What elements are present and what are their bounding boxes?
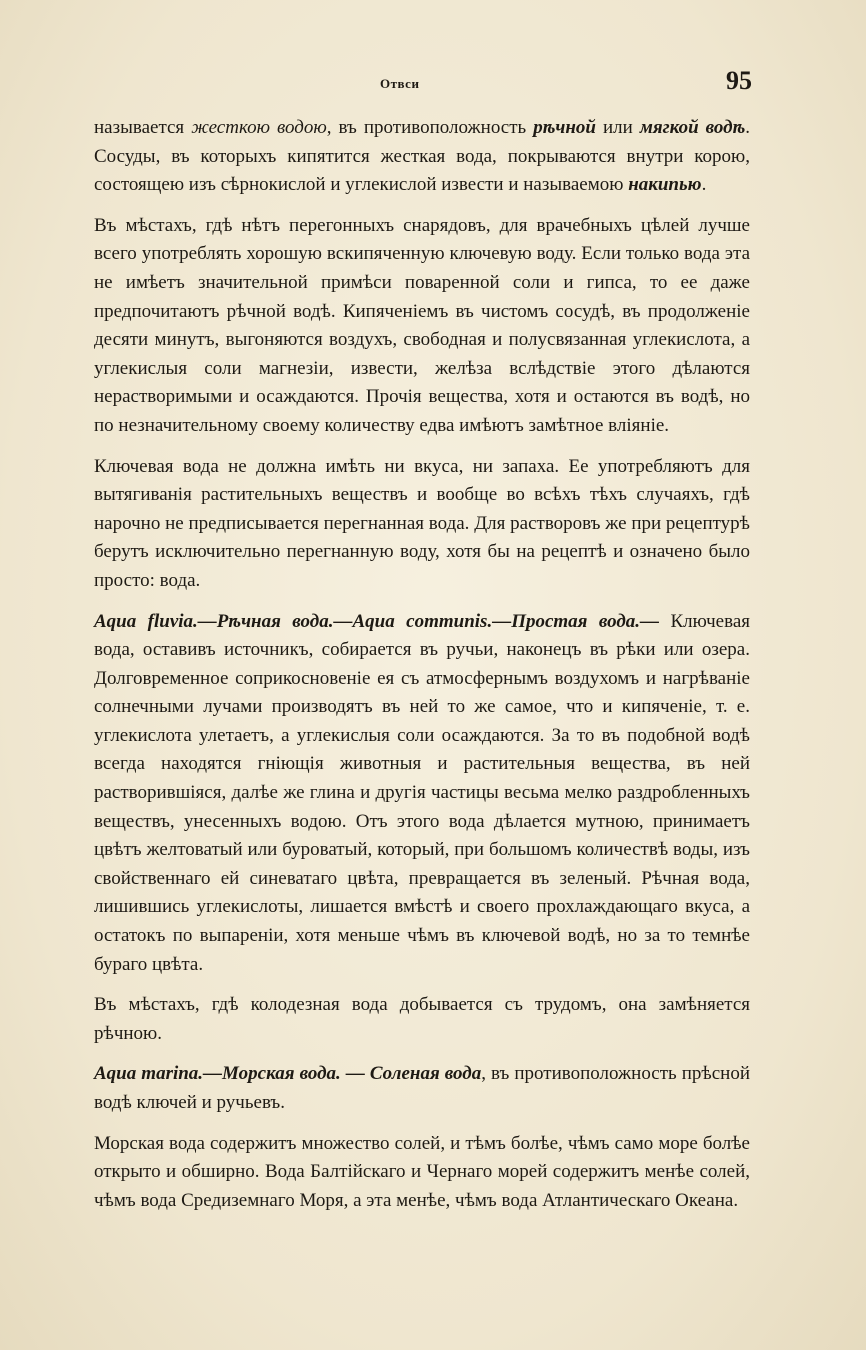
text-run: Ключевая вода, оставивъ источникъ, собирается въ ручьи, наконецъ въ рѣки или озера. Долговременное соприкосновеніе ея съ атмосфернымъ воздухомъ и нагрѣваніе солнечными лучами производятъ въ ней то же самое, что и кипяченіе, т. е. углекислота улетаетъ, а углекислыя соли осаждаются. За то въ подобной водѣ всегда находятся гніющія животныя и растительныя вещества, въ ней растворившіяся, далѣе же глина и другія частицы весьма мелко раздробленныхъ веществъ, унесенныхъ водою. Отъ этого вода дѣлается мутною, принимаетъ цвѣтъ желтоватый или буроватый, который, при большомъ количествѣ воды, изъ свойственнаго ей синеватаго цвѣта, превращается въ зеленый. Рѣчная вода, лишившись углекислоты, лишается вмѣстѣ и своего прохлаждающаго вкуса, а остатокъ по выпареніи, хотя меньше чѣмъ въ ключевой водѣ, но за то темнѣе бураго цвѣта. <box>94 610 750 975</box>
paragraph-well-water <box>94 991 750 1048</box>
paragraph-hard-water <box>94 114 750 200</box>
text-run: Ключевая вода не должна имѣть ни вкуса, ни запаха. Ее употребляютъ для вытягиванія растительныхъ веществъ и вообще во всѣхъ тѣхъ случаяхъ, гдѣ нарочно не предписывается перегнанная вода. Для растворовъ же при рецептурѣ берутъ исключительно перегнанную воду, хотя бы на рецептѣ и означено было просто: вода. <box>94 455 750 591</box>
heading-aqua-marina: Aqua marina.—Морская вода. — Соленая вода <box>94 1063 482 1085</box>
term-soft-water: мягкой водѣ <box>639 117 746 138</box>
page-header <box>0 62 866 102</box>
paragraph-spring-water-use <box>94 453 750 596</box>
text-run: или <box>596 117 640 138</box>
page-body <box>94 114 750 1227</box>
running-head: Отвси <box>380 76 420 91</box>
text-run: называется <box>94 117 192 138</box>
text-run: Морская вода содержитъ множество солей, и тѣмъ болѣе, чѣмъ само море болѣе открыто и обширно. Вода Балтійскаго и Чернаго морей содержитъ менѣе солей, чѣмъ вода Средиземнаго Моря, а эта менѣе, чѣмъ вода Атлантическаго Океана. <box>94 1132 750 1211</box>
heading-aqua-fluvia: Aqua fluvia.—Рѣчная вода.—Aqua communis.—Простая вода.— <box>94 610 660 632</box>
text-run: . Сосуды, въ которыхъ кипятится жесткая вода, покрываются внутри корою, состоящею изъ сѣрнокислой и углекислой извести и называемою <box>94 117 750 196</box>
paragraph-sea-water-salts <box>94 1130 750 1216</box>
paragraph-river-water <box>94 608 750 980</box>
page-number: 95 <box>726 66 752 95</box>
term-hard-water: жесткою водою <box>191 117 327 138</box>
paragraph-sea-water-heading <box>94 1060 750 1117</box>
text-run: , въ противоположность <box>326 117 534 138</box>
term-scale: накипью <box>628 174 702 196</box>
text-run: . <box>701 174 707 196</box>
text-run: , въ противоположность прѣсной водѣ ключей и ручьевъ. <box>94 1063 751 1113</box>
text-run: Въ мѣстахъ, гдѣ колодезная вода добывается съ трудомъ, она замѣняется рѣчною. <box>94 994 750 1044</box>
term-river: рѣчной <box>533 117 596 138</box>
text-run: Въ мѣстахъ, гдѣ нѣтъ перегонныхъ снарядовъ, для врачебныхъ цѣлей лучше всего употреблять хорошую вскипяченную ключевую воду. Если только вода эта не имѣетъ значительной примѣси поваренной соли и гипса, то ее даже предпочитаютъ рѣчной водѣ. Кипяченіемъ въ чистомъ сосудѣ, въ продолженіе десяти минутъ, выгоняются воздухъ, свободная и полусвязанная углекислота, а углекислыя соли магнезіи, извести, желѣза вслѣдствіе этого дѣлаются нерастворимыми и осаждаются. Прочія вещества, хотя и остаются въ водѣ, но по незначительному своему количеству едва имѣютъ замѣтное вліяніе. <box>94 214 750 436</box>
paragraph-spring-water-boiling <box>94 212 750 441</box>
